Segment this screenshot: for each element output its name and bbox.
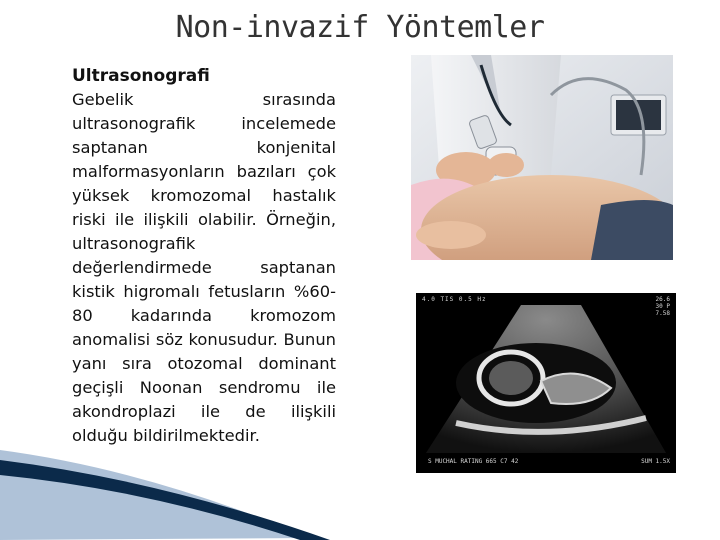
fetal-ultrasound-image — [416, 293, 676, 473]
ultrasound-exam-photo — [411, 55, 673, 260]
bullet-body-text: Gebelik sırasında ultrasonografik incelemede saptanan konjenital malformasyonların bazıları çok yüksek kromozomal hastalık riski ile ilişkili olabilir. Örneğin, ultrasonografik değerlendirmede saptanan kistik higromalı fetusların %60-80 kadarında kromozom anomalisi söz konusudur. Bunun yanı sıra otozomal dominant geçişli Noonan sendromu ile akondroplazi ile de ilişkili olduğu bildirilmektedir. — [72, 90, 336, 445]
fetal-ultrasound-scan — [416, 293, 676, 473]
bullet-list — [52, 64, 336, 448]
ultrasound-bottom-right-readout: SUM 1.5X — [641, 458, 670, 465]
ultrasound-top-readout: 4.0 TIS 0.5 Hz — [422, 296, 487, 303]
ultrasound-bottom-left-readout: S MUCHAL RATING 665 C7 42 — [428, 458, 519, 465]
bullet-item-description — [52, 88, 336, 448]
decorative-swoosh — [0, 430, 420, 540]
ultrasound-exam-illustration — [411, 55, 673, 260]
slide-title: Non-invazif Yöntemler — [175, 10, 545, 45]
ultrasound-right-readout: 26.6 30 P 7.58 — [655, 296, 670, 317]
bullet-item-ultrasonography — [52, 64, 336, 88]
bullet-heading: Ultrasonografi — [72, 66, 210, 86]
